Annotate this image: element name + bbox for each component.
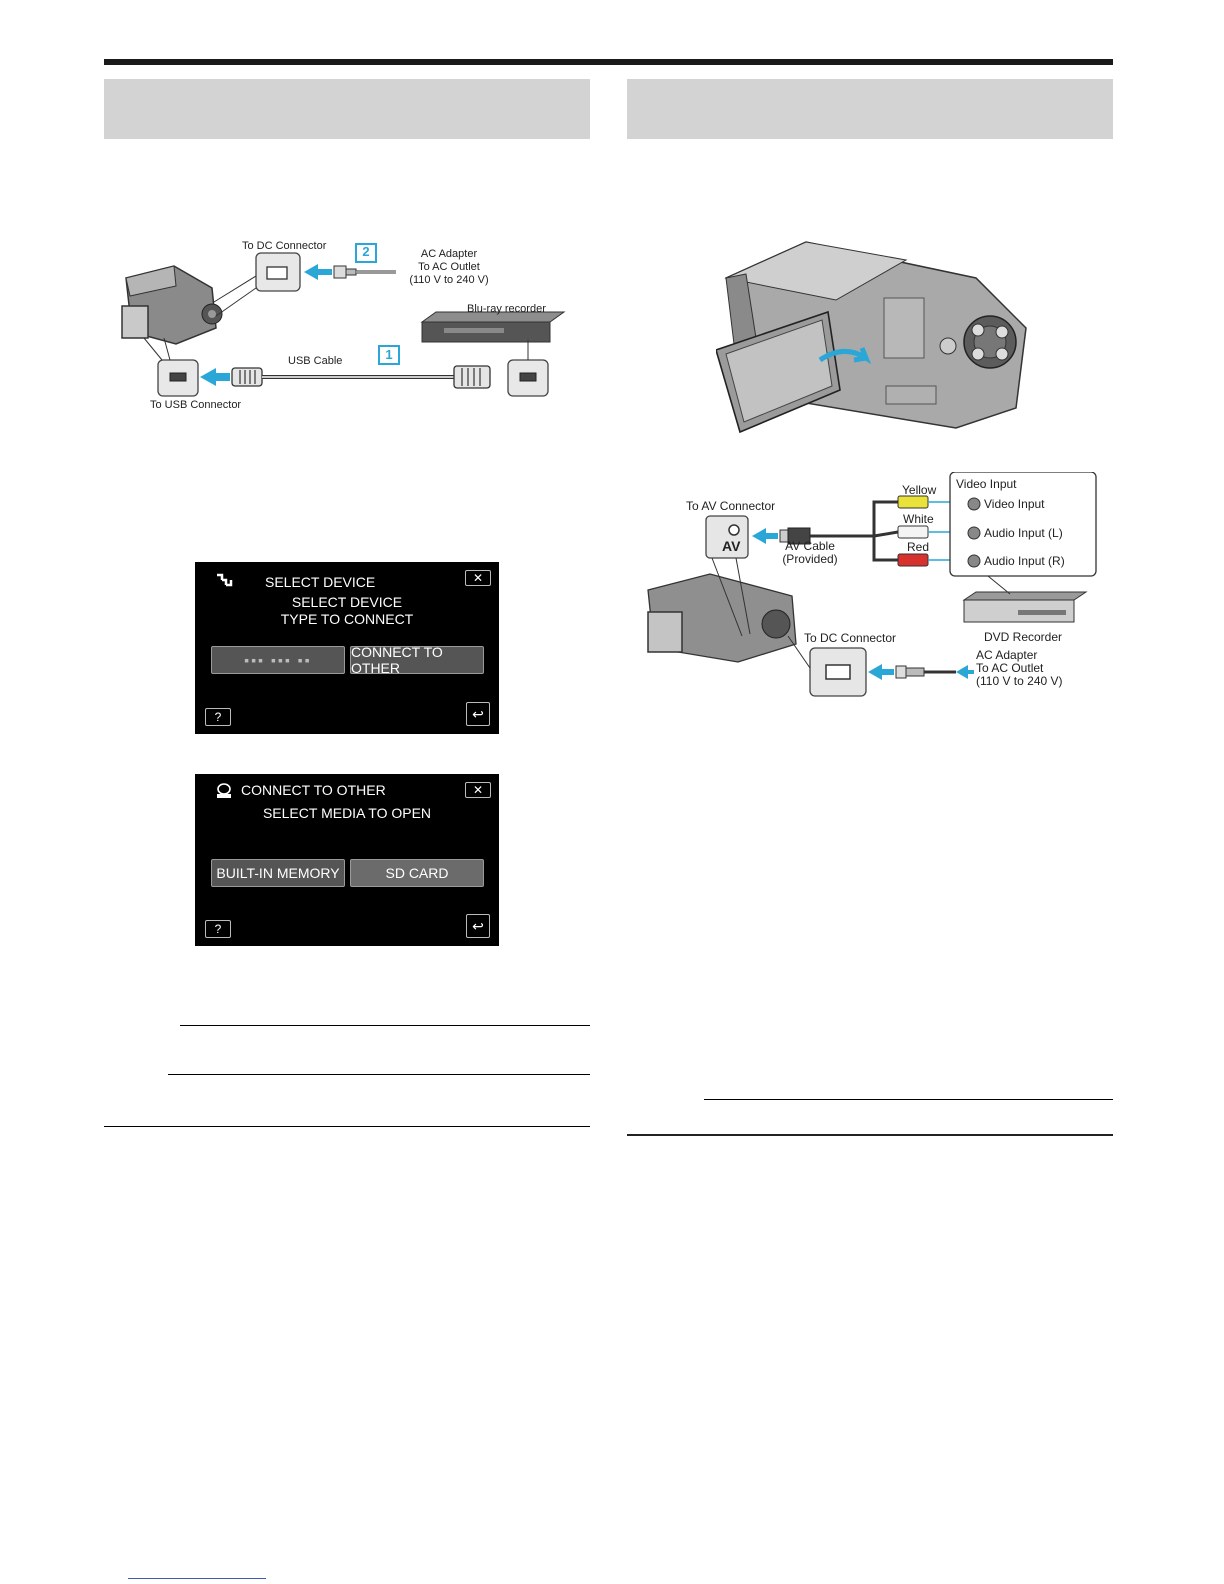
note-bottom-rule [168,1074,590,1075]
instruction-line-1: SELECT MEDIA TO OPEN [262,805,432,821]
select-device-screen [195,562,499,734]
sd-card-button[interactable]: SD CARD [350,859,484,887]
label-to-usb-connector: To USB Connector [150,399,242,411]
camcorder-illustration [122,266,222,344]
av-cable-line-2: (Provided) [782,552,838,566]
note-top-rule [180,1025,590,1026]
label-audio-input-l: Audio Input (L) [984,526,1063,540]
av-connection-diagram [638,472,1098,702]
label-usb-cable: USB Cable [288,355,343,367]
usb-connection-diagram [104,236,590,416]
bottom-link-underline[interactable] [128,1578,266,1579]
instruction-line-2: TYPE TO CONNECT [280,611,414,627]
instruction-line-1: SELECT DEVICE [291,594,403,610]
label-yellow: Yellow [902,483,937,497]
disc-recorder-icon [215,782,233,800]
close-icon[interactable]: ✕ [465,570,491,586]
ac-adapter-line-2: To AC Outlet [418,261,480,273]
label-audio-input-r: Audio Input (R) [984,554,1065,568]
built-in-memory-button[interactable]: BUILT-IN MEMORY [211,859,345,887]
label-to-dc-connector: To DC Connector [804,631,897,645]
label-video-input-title: Video Input [956,477,1017,491]
label-blu-ray-recorder: Blu-ray recorder [467,303,546,315]
help-icon[interactable]: ? [205,920,231,938]
label-to-av-connector: To AV Connector [686,499,776,513]
label-white: White [903,512,934,526]
label-dvd-recorder: DVD Recorder [984,630,1063,644]
label-ac-adapter [402,248,496,287]
right-section-end-rule [627,1134,1113,1136]
label-red: Red [907,540,930,554]
step-2-badge: 2 [362,244,370,259]
close-icon[interactable]: ✕ [465,782,491,798]
help-icon[interactable]: ? [205,708,231,726]
screen-title: CONNECT TO OTHER [241,782,386,798]
connect-to-other-button[interactable]: CONNECT TO OTHER [350,646,484,674]
av-cable-line-1: AV Cable [785,539,835,553]
blurred-device-button[interactable]: ▪▪▪ ▪▪▪ ▪▪ [211,646,345,674]
label-video-input: Video Input [984,497,1045,511]
usb-diagram-art [104,236,590,416]
connect-to-other-screen [195,774,499,946]
label-to-dc-connector: To DC Connector [242,240,327,252]
left-section-end-rule [104,1126,590,1127]
back-icon[interactable]: ↩ [466,702,490,726]
label-ac-adapter [976,649,1063,688]
right-section-header [627,79,1113,139]
camcorder-art [716,238,1032,434]
top-rule [104,59,1113,65]
av-jack-label: AV [722,538,741,554]
step-1-badge: 1 [385,347,393,362]
left-section-header [104,79,590,139]
ac-adapter-line-1: AC Adapter [976,648,1038,662]
camcorder-lcd-open-illustration [716,238,1032,434]
screen-title: SELECT DEVICE [265,574,376,590]
back-icon[interactable]: ↩ [466,914,490,938]
ac-adapter-line-1: AC Adapter [420,248,478,260]
ac-adapter-line-3: (110 V to 240 V) [976,674,1063,688]
ac-adapter-line-3: (110 V to 240 V) [409,274,489,286]
right-note-rule [704,1099,1113,1100]
usb-connect-icon [215,571,233,589]
label-av-cable [780,540,840,566]
ac-adapter-line-2: To AC Outlet [976,661,1044,675]
